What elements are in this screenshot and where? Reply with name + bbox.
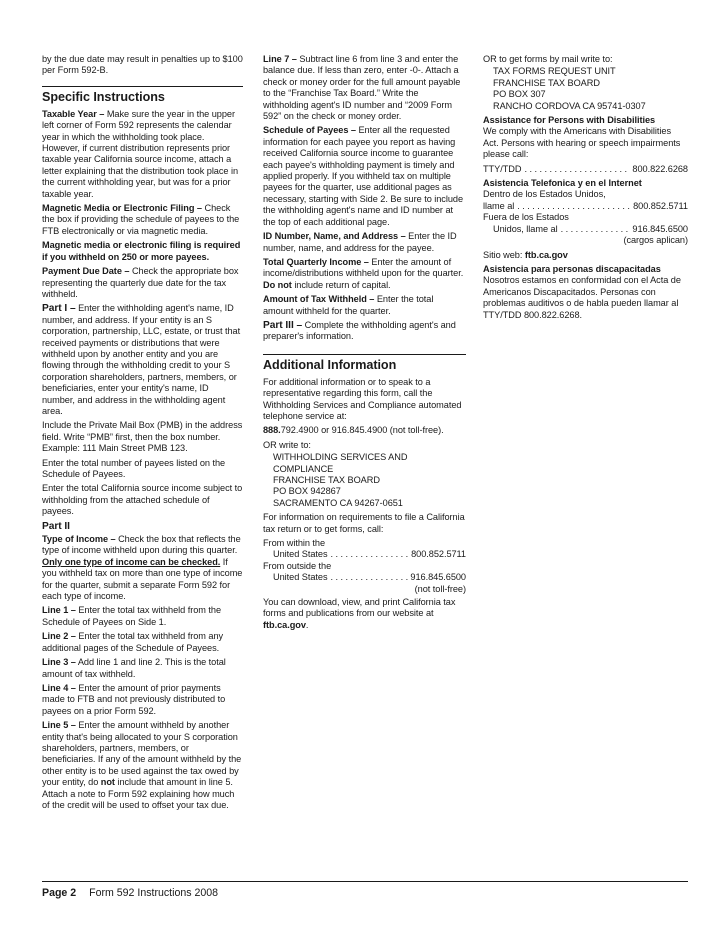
column-left (42, 54, 243, 814)
address-line: FRANCHISE TAX BOARD (273, 475, 380, 485)
footer-title: Form 592 Instructions 2008 (89, 887, 219, 899)
from-outside-label: From outside the (263, 560, 332, 571)
telefonica-heading: Asistencia Telefonica y en el Internet (483, 178, 642, 189)
from-within-label: From within the (263, 538, 326, 549)
page-footer (42, 887, 218, 900)
id-number-paragraph: ID Number, Name, and Address – Enter the ID number, name, and address for the payee. (263, 231, 457, 253)
address-line: COMPLIANCE (273, 463, 334, 474)
payment-due-paragraph: Payment Due Date – Check the appropriate box representing the quarterly due date for the tax withheld. (42, 266, 239, 299)
amount-withheld-paragraph: Amount of Tax Withheld – Enter the total amount withheld for the quarter. (263, 294, 434, 316)
phone-paragraph: 888.792.4900 or 916.845.4900 (not toll-free). (263, 425, 444, 436)
llame-row: llame al . . . 800.852.5711 (483, 201, 688, 212)
line7-paragraph: Line 7 – Subtract line 6 from line 3 and enter the balance due. If less than zero, enter -0-. Attach a check or money order for the full amount payable to the “Franchise Tax Board.” Write the withholding agent's ID number and “2009 Form 592” on the check or money order. (263, 54, 461, 122)
fuera-text: Fuera de los Estados (483, 212, 569, 223)
withholding-address (263, 452, 466, 509)
website-link[interactable]: ftb.ca.gov (263, 619, 306, 630)
not-toll-free-text: (not toll-free) (414, 583, 466, 594)
forms-request-address (483, 66, 688, 112)
address-line: PO BOX 307 (493, 89, 546, 100)
address-line: PO BOX 942867 (273, 486, 341, 497)
intro-text: by the due date may result in penalties up to $100 per Form 592-B. (42, 54, 243, 76)
mail-intro-text: OR to get forms by mail write to: (483, 54, 613, 64)
additional-info-paragraph: For additional information or to speak to a representative regarding this form, call the Withholding Services and Compliance automated telephone service at: (263, 376, 462, 421)
quarterly-income-paragraph: Total Quarterly Income – Enter the amount of income/distributions withheld upon for the quarter. Do not include return of capital. (263, 256, 464, 290)
dentro-text: Dentro de los Estados Unidos, (483, 189, 606, 200)
write-to-text: OR write to: (263, 439, 311, 450)
sitio-web-link[interactable]: ftb.ca.gov (524, 249, 568, 260)
additional-information-heading: Additional Information (263, 357, 397, 372)
phone-outside-row: United States . . . 916.845.6500 (263, 572, 466, 583)
address-line: RANCHO CORDOVA CA 95741-0307 (493, 100, 646, 111)
column-right (483, 54, 688, 324)
magnetic-media-paragraph: Magnetic Media or Electronic Filing – Check the box if providing the schedule of payees to the FTB electronically or via magnetic media. (42, 203, 240, 236)
part2-heading: Part II (42, 520, 70, 532)
requirements-paragraph: For information on requirements to file a California tax return or to get forms, call: (263, 512, 465, 534)
payees-paragraph: Enter the total number of payees listed on the Schedule of Payees. (42, 457, 226, 479)
address-line: SACRAMENTO CA 94267-0651 (273, 497, 403, 508)
discapacitadas-heading: Asistencia para personas discapacitadas (483, 263, 661, 274)
download-paragraph: You can download, view, and print California tax forms and publications from our website at ftb.ca.gov. (263, 597, 456, 630)
footer-rule (42, 881, 688, 882)
address-line: WITHHOLDING SERVICES AND (273, 452, 408, 463)
income-paragraph: Enter the total California source income subject to withholding from the attached schedule of payees. (42, 483, 243, 517)
page-number: Page 2 (42, 887, 77, 899)
line5-paragraph: Line 5 – Enter the amount withheld by another entity that's being allocated to your S corporation shareholders, partners, members, or beneficiaries. If any of the amount withheld by the other entity is to be used against the tax owed by your entity, do not include that amount in line 5. Attach a note to Form 592 explaining how much of the credit will be used to offset your tax due. (42, 720, 242, 810)
disabilities-heading: Assistance for Persons with Disabilities (483, 115, 656, 126)
line4-paragraph: Line 4 – Enter the amount of prior payments made to FTB and not previously distributed to payees on a prior Form 592. (42, 682, 226, 716)
address-line: FRANCHISE TAX BOARD (493, 77, 600, 88)
phone-within-row: United States . . . 800.852.5711 (263, 549, 466, 560)
magnetic-required-text: Magnetic media or electronic filing is required if you withheld on 250 or more payees. (42, 240, 241, 262)
cargos-text: (cargos aplican) (623, 235, 688, 246)
pmb-paragraph: Include the Private Mail Box (PMB) in the address field. Write “PMB” first, then the box number. Example: 111 Main Street PMB 123. (42, 420, 243, 454)
address-line: TAX FORMS REQUEST UNIT (493, 66, 616, 77)
disabilities-paragraph: We comply with the Americans with Disabilities Act. Persons with hearing or speech impairments please call: (483, 126, 681, 160)
part1-paragraph: Part I – Enter the withholding agent's name, ID number, and address. If your entity is an S corporation, partnership, LLC, estate, or trust that received payments or distributions that were withheld upon by another entity and you are flowing through the withholding credit to your S corporation shareholders, partners, members, or beneficiaries, enter your entity's name, ID number, and address in the withholding agent area. (42, 303, 241, 416)
column-middle (263, 54, 466, 634)
specific-instructions-heading: Specific Instructions (42, 89, 165, 104)
tty-row: TTY/TDD . . . 800.822.6268 (483, 164, 688, 175)
part3-paragraph: Part III – Complete the withholding agent's and preparer's information. (263, 319, 456, 342)
unidos-row: Unidos, llame al . . . 916.845.6500 (483, 224, 688, 235)
taxable-year-paragraph: Taxable Year – Make sure the year in the upper left corner of Form 592 represents the calendar year in which the withholding took place. However, if current distribution represents prior taxable year California source income, attach a letter explaining that the distribution took place in the current withholding year, but was for a prior taxable year. (42, 108, 239, 199)
sitio-web-paragraph: Sitio web: ftb.ca.gov (483, 249, 568, 260)
schedule-of-payees-paragraph: Schedule of Payees – Enter all the requested information for each payee you report as having received California source income to guarantee each payee's withholding payment is timely and applied properly. If you withheld tax on multiple payees for the quarter, use additional pages as necessary, starting with Side 2. Be sure to include the withholding agent's name and ID number at the top of each additional page. (263, 125, 464, 227)
line2-paragraph: Line 2 – Enter the total tax withheld from any additional pages of the Schedule of Payees. (42, 631, 224, 653)
line3-paragraph: Line 3 – Add line 1 and line 2. This is the total amount of tax withheld. (42, 657, 226, 679)
discapacitadas-paragraph: Nosotros estamos en conformidad con el Acta de Americanos Discapacitados. Personas con problemas auditivos o de habla pueden llamar al TTY/TDD 800.822.6268. (483, 275, 681, 320)
type-of-income-paragraph: Type of Income – Check the box that reflects the type of income withheld upon during this quarter. Only one type of income can be checked. If you withheld tax on more than one type of income for the quarter, submit a separate Form 592 for each type of income. (42, 534, 243, 602)
line1-paragraph: Line 1 – Enter the total tax withheld from the Schedule of Payees on Side 1. (42, 605, 222, 627)
